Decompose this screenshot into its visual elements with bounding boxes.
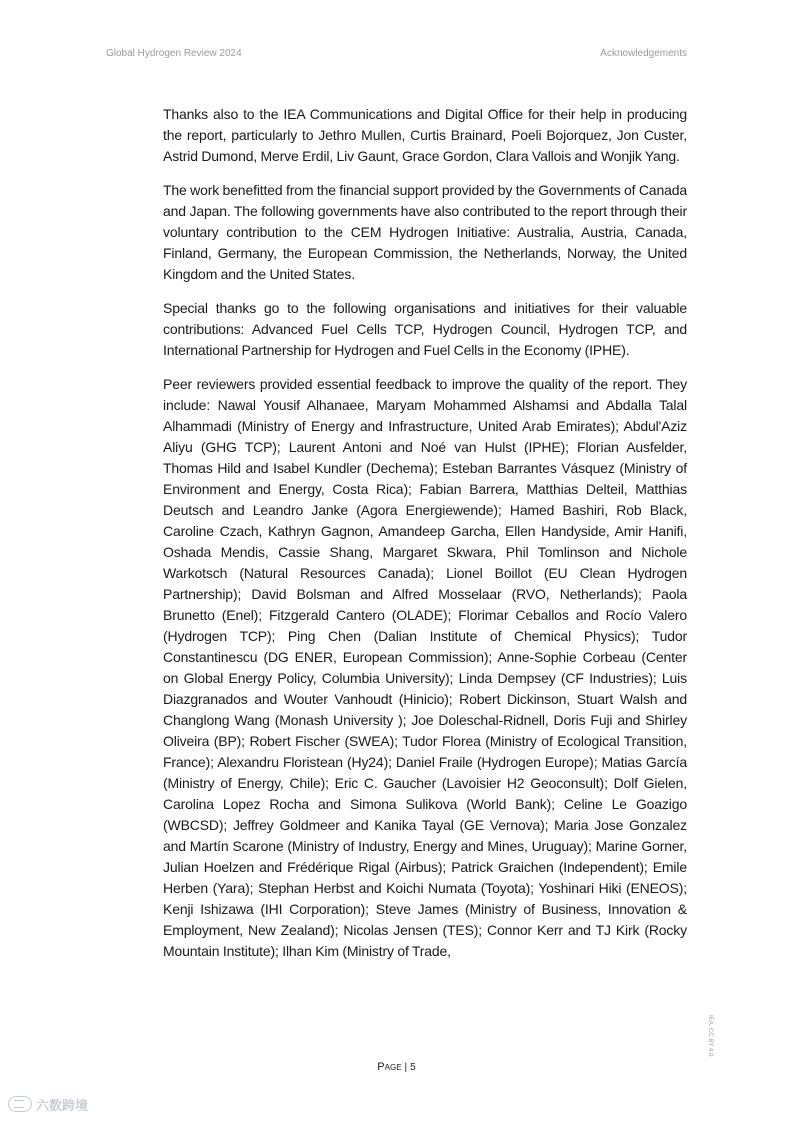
page-footer xyxy=(0,1061,793,1073)
page-number: 5 xyxy=(410,1062,416,1073)
paragraph-communications: Thanks also to the IEA Communications and Digital Office for their help in producing the report, particularly to Jethro Mullen, Curtis Brainard, Poeli Bojorquez, Jon Custer, Astrid Dumond, Merve Erdil, Liv Gaunt, Grace Gordon, Clara Vallois and Wonjik Yang. xyxy=(163,106,687,164)
running-header xyxy=(106,48,687,62)
publication-title: Global Hydrogen Review 2024 xyxy=(106,48,242,59)
body-text xyxy=(163,104,687,975)
watermark-logo-icon xyxy=(8,1096,32,1112)
paragraph-organisations: Special thanks go to the following organisations and initiatives for their valuable contributions: Advanced Fuel Cells TCP, Hydrogen Council, Hydrogen TCP, and International Partnership for Hydrogen and Fuel Cells in the Economy (IPHE). xyxy=(163,300,687,358)
watermark xyxy=(8,1095,88,1113)
section-title: Acknowledgements xyxy=(600,48,687,59)
paragraph-peer-reviewers: Peer reviewers provided essential feedback to improve the quality of the report. They include: Nawal Yousif Alhanaee, Maryam Mohammed Alshamsi and Abdalla Talal Alhammadi (Ministry of Energy and Infrastructure, United Arab Emirates); Abdul'Aziz Aliyu (GHG TCP); Laurent Antoni and Noé van Hulst (IPHE); Florian Ausfelder, Thomas Hild and Isabel Kundler (Dechema); Esteban Barrantes Vásquez (Ministry of Environment and Energy, Costa Rica); Fabian Barrera, Matthias Delteil, Matthias Deutsch and Leandro Janke (Agora Energiewende); Hamed Bashiri, Rob Black, Caroline Czach, Kathryn Gagnon, Amandeep Garcha, Ellen Handyside, Amir Hanifi, Oshada Mendis, Cassie Shang, Margaret Skwara, Phil Tomlinson and Nichole Warkotsch (Natural Resources Canada); Lionel Boillot (EU Clean Hydrogen Partnership); David Bolsman and Alfred Mosselaar (RVO, Netherlands); Paola Brunetto (Enel); Fitzgerald Cantero (OLADE); Florimar Ceballos and Rocío Valero (Hydrogen TCP); Ping Chen (Dalian Institute of Chemical Physics); Tudor Constantinescu (DG ENER, European Commission); Anne-Sophie Corbeau (Center on Global Energy Policy, Columbia University); Linda Dempsey (CF Industries); Luis Diazgranados and Wouter Vanhoudt (Hinicio); Robert Dickinson, Stuart Walsh and Changlong Wang (Monash University ); Joe Doleschal-Ridnell, Doris Fuji and Shirley Oliveira (BP); Robert Fischer (SWEA); Tudor Florea (Ministry of Ecological Transition, France); Alexandru Floristean (Hy24); Daniel Fraile (Hydrogen Europe); Matias García (Ministry of Energy, Chile); Eric C. Gaucher (Lavoisier H2 Geoconsult); Dolf Gielen, Carolina Lopez Rocha and Simona Sulikova (World Bank); Celine Le Goazigo (WBCSD); Jeffrey Goldmeer and Kanika Tayal (GE Vernova); Maria Jose Gonzalez and Martín Scarone (Ministry of Industry, Energy and Mines, Uruguay); Marine Gorner, Julian Hoelzen and Frédérique Rigal (Airbus); Patrick Graichen (Independent); Emile Herben (Yara); Stephan Herbst and Koichi Numata (Toyota); Yoshinari Hiki (ENEOS); Kenji Ishizawa (IHI Corporation); Steve James (Ministry of Business, Innovation & Employment, New Zealand); Nicolas Jensen (TES); Connor Kerr and TJ Kirk (Rocky Mountain Institute); Ilhan Kim (Ministry of Trade, xyxy=(163,376,687,959)
paragraph-funding: The work benefitted from the financial support provided by the Governments of Canada and Japan. The following governments have also contributed to the report through their voluntary contribution to the CEM Hydrogen Initiative: Australia, Austria, Canada, Finland, Germany, the European Commission, the Netherlands, Norway, the United Kingdom and the United States. xyxy=(163,182,687,282)
page-label: Page xyxy=(377,1061,402,1073)
license-notice: IEA. CC BY 4.0. xyxy=(707,1015,713,1058)
page-separator: | xyxy=(404,1062,408,1073)
watermark-text: 六数跨境 xyxy=(36,1097,89,1113)
